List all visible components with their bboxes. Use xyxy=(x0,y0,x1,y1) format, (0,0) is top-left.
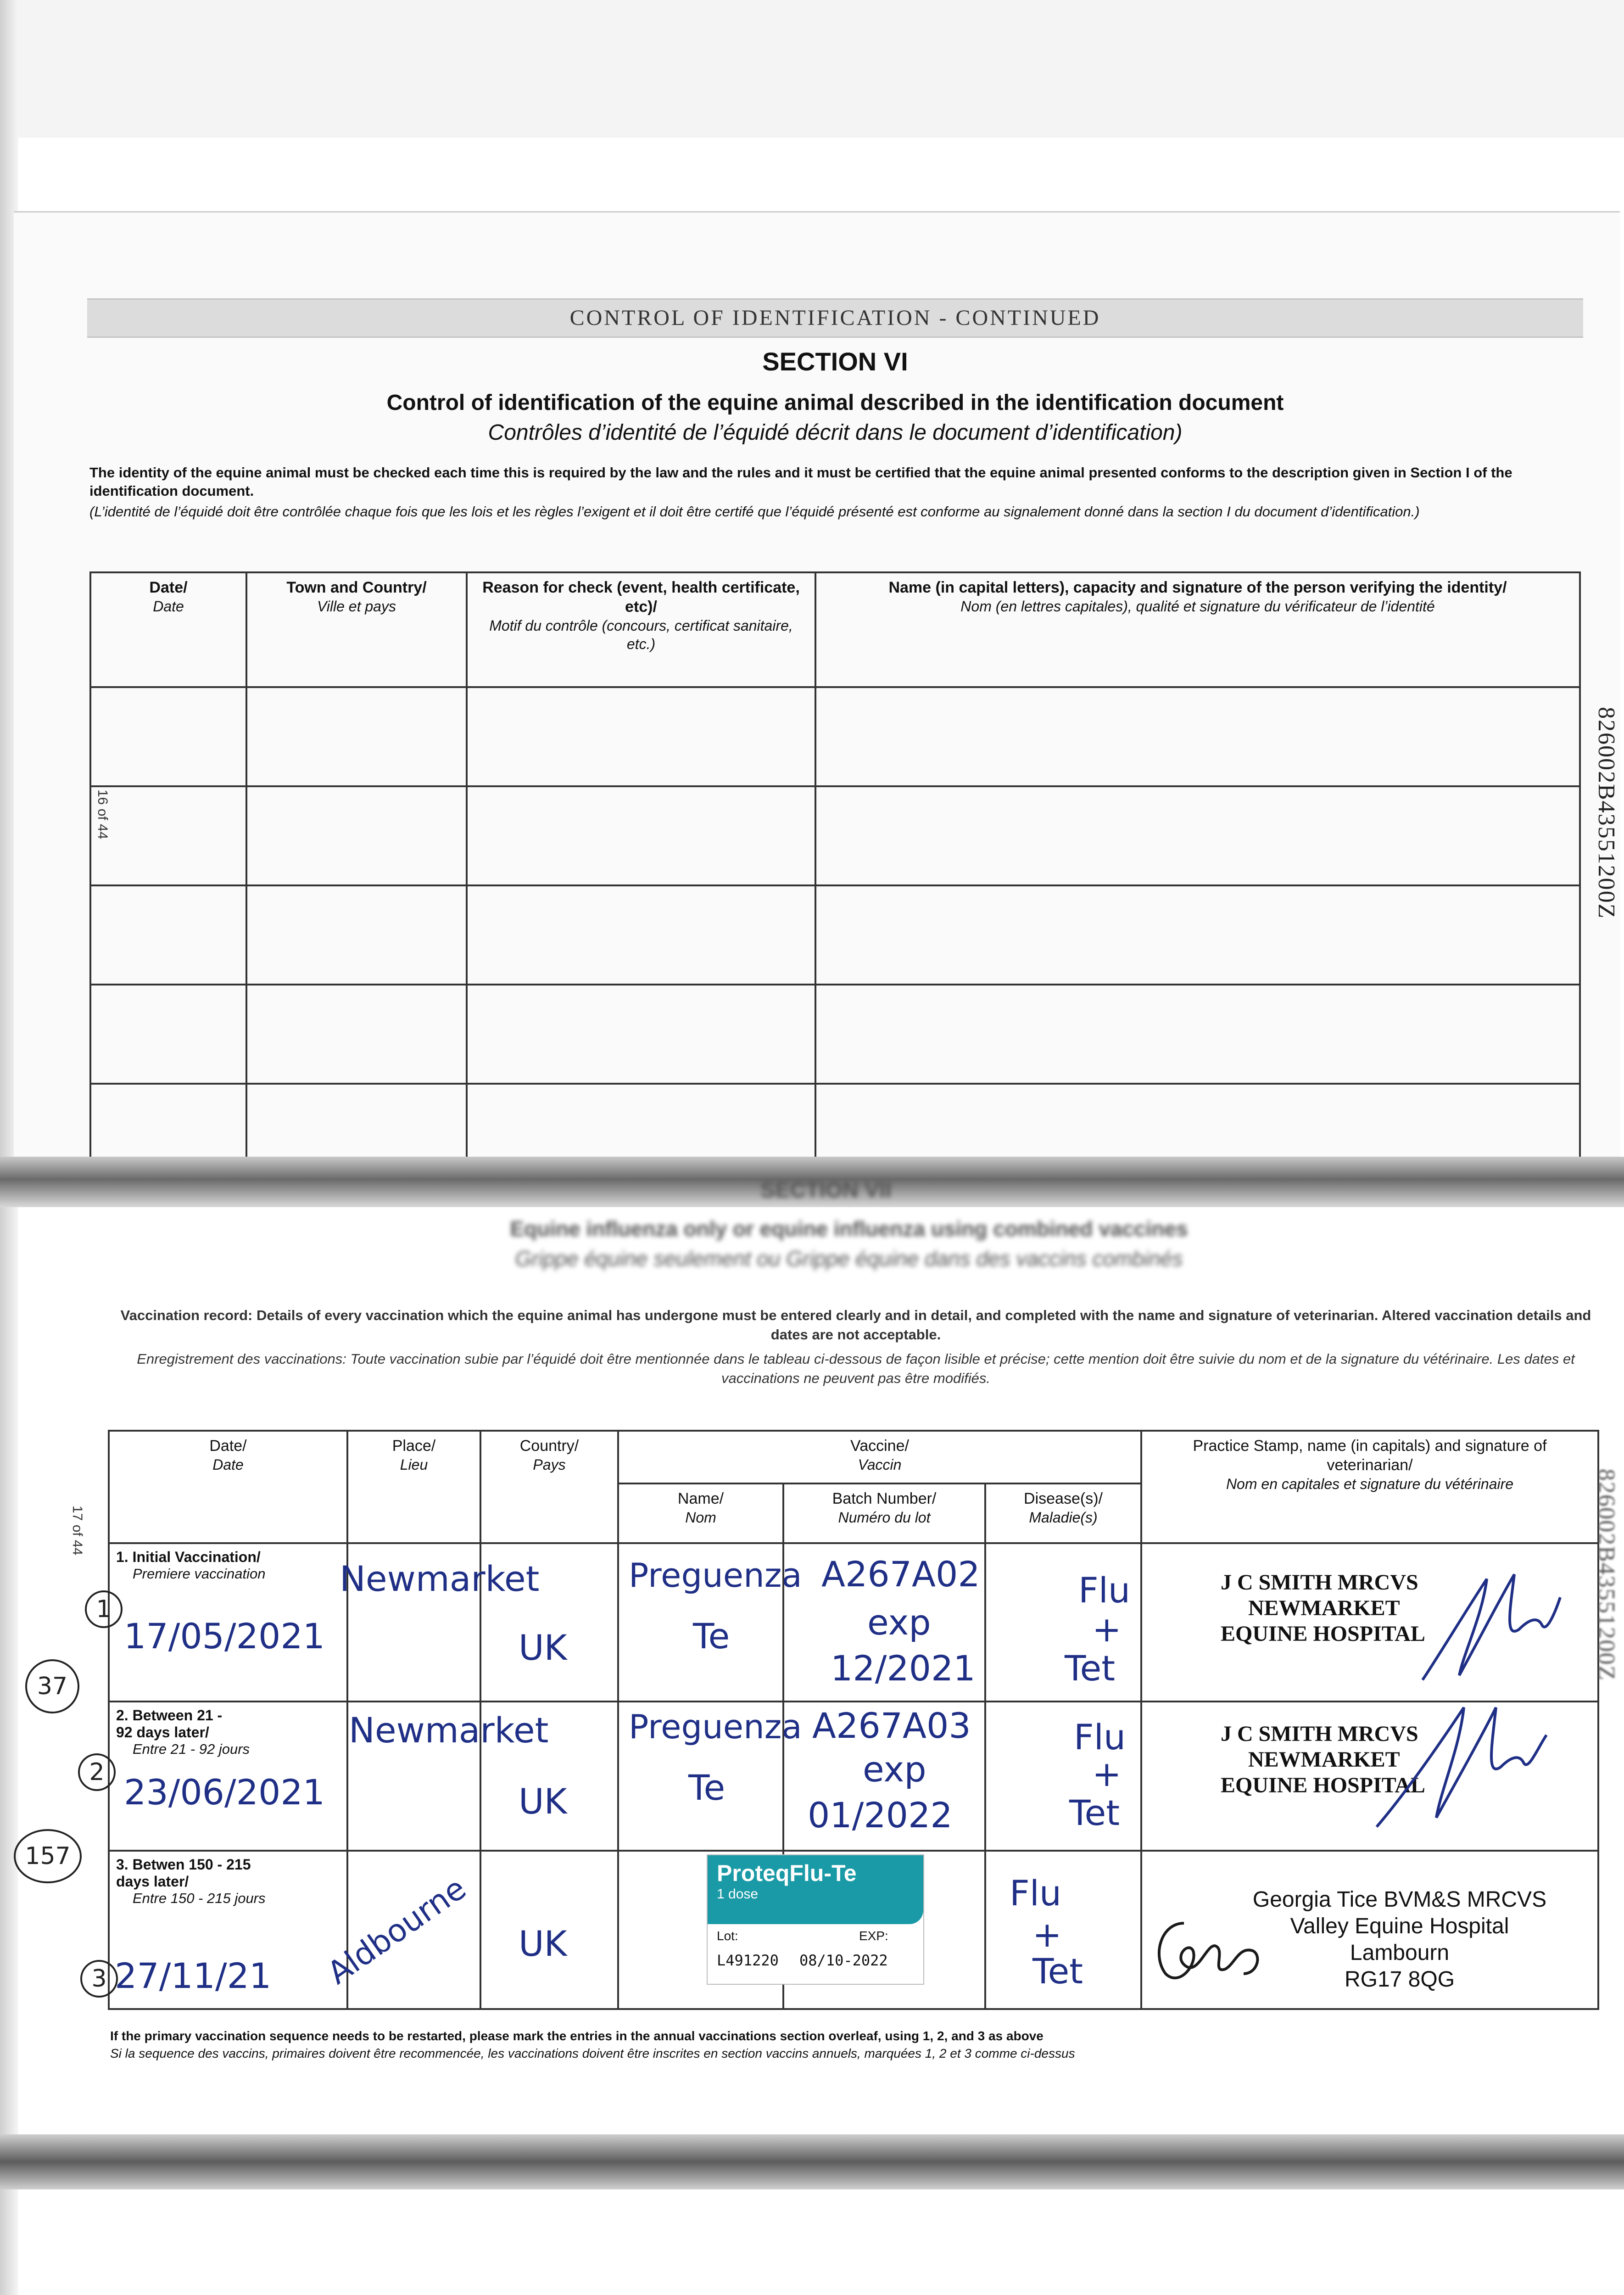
footnote-en: If the primary vaccination sequence needs to be restarted, please mark the entries in the annual vaccinations section overleaf, using 1, 2, and 3 as above xyxy=(110,2029,1044,2043)
table-cell[interactable] xyxy=(467,985,815,1084)
table-cell[interactable] xyxy=(815,885,1580,985)
table-row xyxy=(90,786,1580,885)
col-country-en: Country/ xyxy=(519,1437,579,1455)
row3-country: UK xyxy=(519,1923,567,1964)
vaccine-sticker-banner xyxy=(708,1855,923,1924)
table-cell[interactable] xyxy=(246,687,467,786)
page-number-17: 17 of 44 xyxy=(70,1506,85,1556)
col-verifier xyxy=(815,572,1580,687)
row2-disease-plus: + xyxy=(1092,1753,1122,1794)
row1-disease: Flu xyxy=(1078,1570,1130,1611)
col-name-fr: Nom xyxy=(685,1509,716,1526)
identity-check-table xyxy=(89,571,1581,1184)
row2-vaccine-name: Preguenza xyxy=(629,1707,802,1746)
section-vii-heading-en: Equine influenza only or equine influenza using combined vaccines xyxy=(510,1217,1188,1241)
row1-place: Newmarket xyxy=(340,1558,540,1599)
row3-disease-plus: + xyxy=(1032,1914,1062,1955)
col-verifier-fr: Nom (en lettres capitales), qualité et signature du vérificateur de l’identité xyxy=(960,598,1435,615)
vaccination-intro-fr: Enregistrement des vaccinations: Toute vaccination subie par l’équidé doit être mentionnée dans le tableau ci-dessous de façon lisible et précise; cette mention doit être suivie du nom et de la signature du vétérinaire. Les dates et vaccinations ne peuvent pas être modifiés. xyxy=(137,1351,1575,1386)
col-country-fr: Pays xyxy=(533,1456,566,1473)
exp-label: EXP: xyxy=(859,1929,888,1943)
passport-id-top: 826002B43551200Z xyxy=(1593,707,1619,919)
row1-vaccine-name-2: Te xyxy=(693,1616,730,1657)
section-title: SECTION VI xyxy=(762,347,908,376)
stamp-line: EQUINE HOSPITAL xyxy=(1221,1622,1425,1646)
row1-batch-exp: 12/2021 xyxy=(831,1648,976,1689)
stamp-line: NEWMARKET xyxy=(1248,1596,1400,1620)
col-vaccine-en: Vaccine/ xyxy=(850,1437,909,1455)
vaccine-brand: ProteqFlu-Te xyxy=(717,1860,857,1886)
margin-circle-3: 3 xyxy=(80,1960,118,1998)
row3-place: Aldbourne xyxy=(321,1870,473,1992)
col-vaccine xyxy=(618,1431,1141,1483)
row1-batch-exp-label: exp xyxy=(867,1602,931,1643)
margin-circle-1: 1 xyxy=(85,1590,123,1628)
intro-paragraph-en: The identity of the equine animal must be checked each time this is required by the law and the rules and it must be certified that the equine animal presented conforms to the description given in Section I of the identification document. xyxy=(89,465,1512,499)
table-row xyxy=(90,985,1580,1084)
row2-disease: Flu xyxy=(1074,1717,1126,1758)
row1-date: 17/05/2021 xyxy=(124,1616,325,1657)
passport-id-bottom: 826002B43551200Z xyxy=(1593,1469,1619,1681)
col-town xyxy=(246,572,467,687)
table-cell[interactable] xyxy=(90,985,246,1084)
row3-disease-2: Tet xyxy=(1032,1951,1083,1992)
row3-practice-stamp xyxy=(1211,1886,1588,1993)
col-vacc-date-en: Date/ xyxy=(209,1437,247,1455)
table-header-row xyxy=(90,572,1580,687)
row1-label-fr: Premiere vaccination xyxy=(133,1566,266,1582)
page-bottom-edge xyxy=(0,2134,1624,2189)
table-cell[interactable] xyxy=(90,687,246,786)
col-vaccine-fr: Vaccin xyxy=(858,1456,902,1473)
stamp-line: Georgia Tice BVM&S MRCVS xyxy=(1252,1887,1547,1912)
table-cell[interactable] xyxy=(815,786,1580,885)
row3-date: 27/11/21 xyxy=(115,1955,272,1996)
lot-label: Lot: xyxy=(717,1929,738,1943)
margin-circle-157: 157 xyxy=(14,1829,82,1883)
scanner-margin xyxy=(0,0,1624,138)
col-country xyxy=(480,1431,618,1543)
signature-smith-1 xyxy=(1413,1561,1569,1689)
margin-circle-37: 37 xyxy=(25,1659,79,1713)
table-cell[interactable] xyxy=(815,687,1580,786)
col-stamp-fr: Nom en capitales et signature du vétérinaire xyxy=(1226,1476,1514,1492)
table-cell[interactable] xyxy=(467,885,815,985)
table-cell[interactable] xyxy=(246,985,467,1084)
table-cell[interactable] xyxy=(467,687,815,786)
row1-disease-2: Tet xyxy=(1065,1648,1116,1689)
col-batch-fr: Numéro du lot xyxy=(838,1509,931,1526)
table-row xyxy=(90,885,1580,985)
row1-vaccine-name: Preguenza xyxy=(629,1556,802,1595)
row2-batch-exp-label: exp xyxy=(863,1749,926,1790)
col-reason-fr: Motif du contrôle (concours, certificat sanitaire, etc.) xyxy=(489,617,793,652)
table-cell[interactable] xyxy=(246,885,467,985)
col-town-en: Town and Country/ xyxy=(286,579,427,596)
col-batch xyxy=(783,1483,985,1543)
col-stamp-en: Practice Stamp, name (in capitals) and signature of veterinarian/ xyxy=(1193,1437,1547,1474)
col-place-fr: Lieu xyxy=(400,1456,428,1473)
section-banner-text: CONTROL OF IDENTIFICATION - CONTINUED xyxy=(569,306,1101,330)
row1-country: UK xyxy=(519,1627,567,1668)
col-date-fr: Date xyxy=(153,598,184,615)
col-disease-fr: Maladie(s) xyxy=(1029,1509,1098,1526)
stamp-line: J C SMITH MRCVS xyxy=(1221,1722,1418,1746)
col-place-en: Place/ xyxy=(392,1437,436,1455)
col-vaccine-name xyxy=(618,1483,783,1543)
stamp-line: EQUINE HOSPITAL xyxy=(1221,1773,1425,1797)
col-vacc-date xyxy=(109,1431,347,1543)
col-disease xyxy=(985,1483,1141,1543)
signature-smith-2 xyxy=(1367,1689,1551,1836)
row2-vaccine-name-2: Te xyxy=(688,1767,725,1808)
col-batch-en: Batch Number/ xyxy=(832,1490,937,1507)
section-heading-en: Control of identification of the equine animal described in the identification document xyxy=(386,391,1284,415)
row1-disease-plus: + xyxy=(1092,1609,1122,1650)
table-cell[interactable] xyxy=(90,786,246,885)
col-place xyxy=(347,1431,480,1543)
row1-practice-stamp xyxy=(1221,1570,1425,1647)
col-date-en: Date/ xyxy=(149,579,188,596)
lot-number: L491220 xyxy=(717,1952,779,1969)
row3-label-fr: Entre 150 - 215 jours xyxy=(133,1890,266,1906)
page-number-16: 16 of 44 xyxy=(95,789,110,840)
row2-country: UK xyxy=(519,1781,567,1822)
stamp-line: NEWMARKET xyxy=(1248,1747,1400,1772)
row2-place: Newmarket xyxy=(349,1710,549,1751)
stamp-line: Lambourn xyxy=(1350,1941,1450,1965)
row3-label-en: 3. Betwen 150 - 215 days later/ xyxy=(116,1856,251,1890)
table-header-row xyxy=(109,1431,1598,1483)
col-town-fr: Ville et pays xyxy=(317,598,396,615)
row2-batch: A267A03 xyxy=(812,1705,971,1746)
col-practice-stamp xyxy=(1141,1431,1598,1543)
section-heading-fr: Contrôles d’identité de l’équidé décrit dans le document d’identification) xyxy=(488,420,1183,445)
vaccine-batch-sticker xyxy=(707,1854,924,1985)
col-name-en: Name/ xyxy=(677,1490,724,1507)
col-disease-en: Disease(s)/ xyxy=(1024,1490,1103,1507)
row2-date: 23/06/2021 xyxy=(124,1772,325,1813)
row1-label-en: 1. Initial Vaccination/ xyxy=(116,1549,261,1565)
vaccine-dose: 1 dose xyxy=(717,1886,759,1902)
intro-paragraph-fr: (L’identité de l’équidé doit être contrôlée chaque fois que les lois et les règles l’exigent et il doit être certifé que l’équidé présenté est conforme au signalement donné dans la section I du document d’identification.) xyxy=(89,504,1420,520)
section-vii-title: SECTION VII xyxy=(760,1178,892,1202)
col-verifier-en: Name (in capital letters), capacity and signature of the person verifying the identity/ xyxy=(888,579,1507,596)
row2-batch-exp: 01/2022 xyxy=(808,1795,953,1836)
table-cell[interactable] xyxy=(246,786,467,885)
col-reason-en: Reason for check (event, health certificate, etc)/ xyxy=(482,579,800,616)
row1-batch: A267A02 xyxy=(821,1554,980,1595)
table-cell[interactable] xyxy=(467,786,815,885)
table-row xyxy=(90,687,1580,786)
section-vii-heading-fr: Grippe équine seulement ou Grippe équine dans des vaccins combinés xyxy=(515,1247,1183,1271)
signature-tice xyxy=(1147,1914,1267,1987)
margin-circle-2: 2 xyxy=(78,1753,116,1791)
row2-label-fr: Entre 21 - 92 jours xyxy=(133,1741,250,1757)
row3-disease: Flu xyxy=(1010,1873,1061,1914)
vaccination-intro-en: Vaccination record: Details of every vaccination which the equine animal has undergone must be entered clearly and in detail, and completed with the name and signature of veterinarian. Altered vaccination details and dates are not acceptable. xyxy=(120,1307,1591,1343)
col-vacc-date-fr: Date xyxy=(212,1456,244,1473)
stamp-line: J C SMITH MRCVS xyxy=(1221,1570,1418,1595)
stamp-line: RG17 8QG xyxy=(1344,1967,1455,1992)
stamp-line: Valley Equine Hospital xyxy=(1290,1914,1509,1938)
footnote-fr: Si la sequence des vaccins, primaires doivent être recommencée, les vaccinations doivent être inscrites en section vaccins annuels, marquées 1, 2 et 3 comme ci-dessus xyxy=(110,2046,1075,2060)
row2-disease-2: Tet xyxy=(1069,1792,1120,1833)
col-date xyxy=(90,572,246,687)
lot-expiry: 08/10-2022 xyxy=(799,1952,888,1969)
row2-label-en: 2. Between 21 - 92 days later/ xyxy=(116,1707,223,1741)
table-cell[interactable] xyxy=(815,985,1580,1084)
col-reason xyxy=(467,572,815,687)
table-cell[interactable] xyxy=(90,885,246,985)
section-banner xyxy=(87,298,1583,338)
